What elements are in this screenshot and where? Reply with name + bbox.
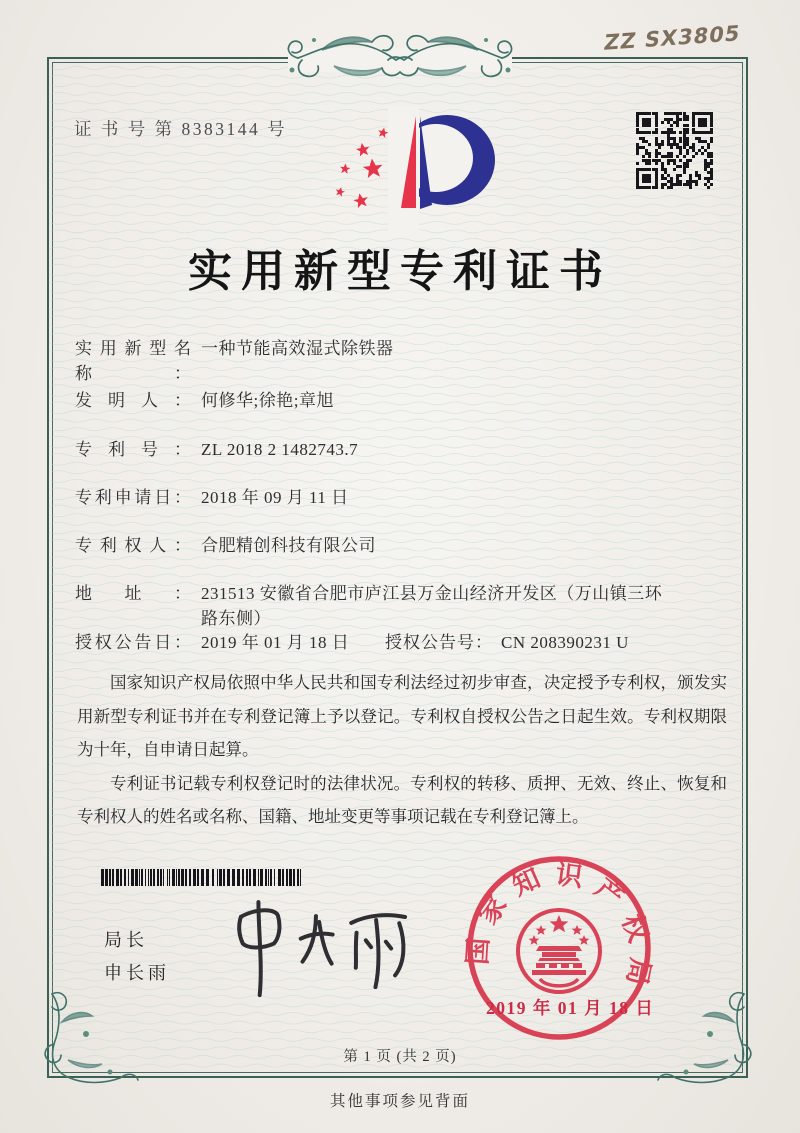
field-utility-model-name bbox=[75, 336, 394, 386]
seal-text: 国家知识产权局 bbox=[462, 859, 656, 988]
grant-number-value: CN 208390231 U bbox=[501, 633, 629, 652]
certificate-number: 证 书 号 第 8383144 号 bbox=[74, 119, 288, 139]
field-patentee bbox=[75, 533, 376, 558]
bottom-right-corner-ornament bbox=[652, 988, 756, 1090]
field-label: 专利申请日： bbox=[75, 488, 191, 507]
legal-paragraph-2: 专利证书记载专利权登记时的法律状况。专利权的转移、质押、无效、终止、恢复和专利权人的姓名或名称、国籍、地址变更等事项记载在专利登记簿上。 bbox=[77, 773, 727, 826]
qr-code bbox=[636, 112, 714, 190]
field-value: 何修华;徐艳;章旭 bbox=[201, 391, 334, 410]
handwritten-annotation: ZZ SX3805 bbox=[602, 21, 743, 55]
barcode bbox=[101, 869, 303, 886]
grant-number-label: 授权公告号： bbox=[385, 633, 493, 652]
field-value: 一种节能高效湿式除铁器 bbox=[201, 339, 394, 358]
signer-title: 局长 bbox=[104, 930, 148, 950]
field-grant-row bbox=[75, 630, 725, 655]
signer-name: 申长雨 bbox=[104, 963, 170, 983]
legal-paragraph-1: 国家知识产权局依照中华人民共和国专利法经过初步审查，决定授予专利权，颁发实用新型专利证书并在专利登记簿上予以登记。专利权自授权公告之日起生效。专利权期限为十年，自申请日起算。 bbox=[77, 673, 727, 759]
national-emblem bbox=[518, 910, 600, 992]
field-address bbox=[75, 581, 673, 631]
field-value: 2018 年 09 月 11 日 bbox=[201, 488, 349, 507]
field-label: 地址： bbox=[75, 584, 191, 603]
grant-date-label: 授权公告日： bbox=[75, 633, 191, 652]
field-value: 合肥精创科技有限公司 bbox=[201, 536, 376, 555]
field-label: 专利号： bbox=[75, 440, 191, 459]
field-label: 实用新型名称： bbox=[75, 339, 191, 383]
footer-note: 其他事项参见背面 bbox=[329, 1093, 470, 1110]
field-value: ZL 2018 2 1482743.7 bbox=[201, 440, 359, 459]
grant-date-value: 2019 年 01 月 18 日 bbox=[201, 633, 350, 652]
legal-text bbox=[77, 666, 727, 834]
field-inventors bbox=[75, 388, 334, 413]
field-value: 231513 安徽省合肥市庐江县万金山经济开发区（万山镇三环路东侧） bbox=[201, 584, 663, 628]
field-filing-date bbox=[75, 485, 349, 510]
field-patent-number bbox=[75, 437, 358, 462]
bottom-left-corner-ornament bbox=[40, 988, 144, 1090]
cnipa-patent-logo bbox=[328, 106, 510, 234]
certificate-title: 实用新型专利证书 bbox=[188, 247, 612, 296]
seal-date: 2019 年 01 月 18 日 bbox=[486, 998, 655, 1018]
field-label: 发明人： bbox=[75, 391, 191, 410]
field-label: 专利权人： bbox=[75, 536, 191, 555]
director-handwritten-signature bbox=[216, 892, 424, 1000]
top-border-ornament bbox=[278, 26, 522, 90]
page-number: 第 1 页 (共 2 页) bbox=[343, 1049, 457, 1065]
